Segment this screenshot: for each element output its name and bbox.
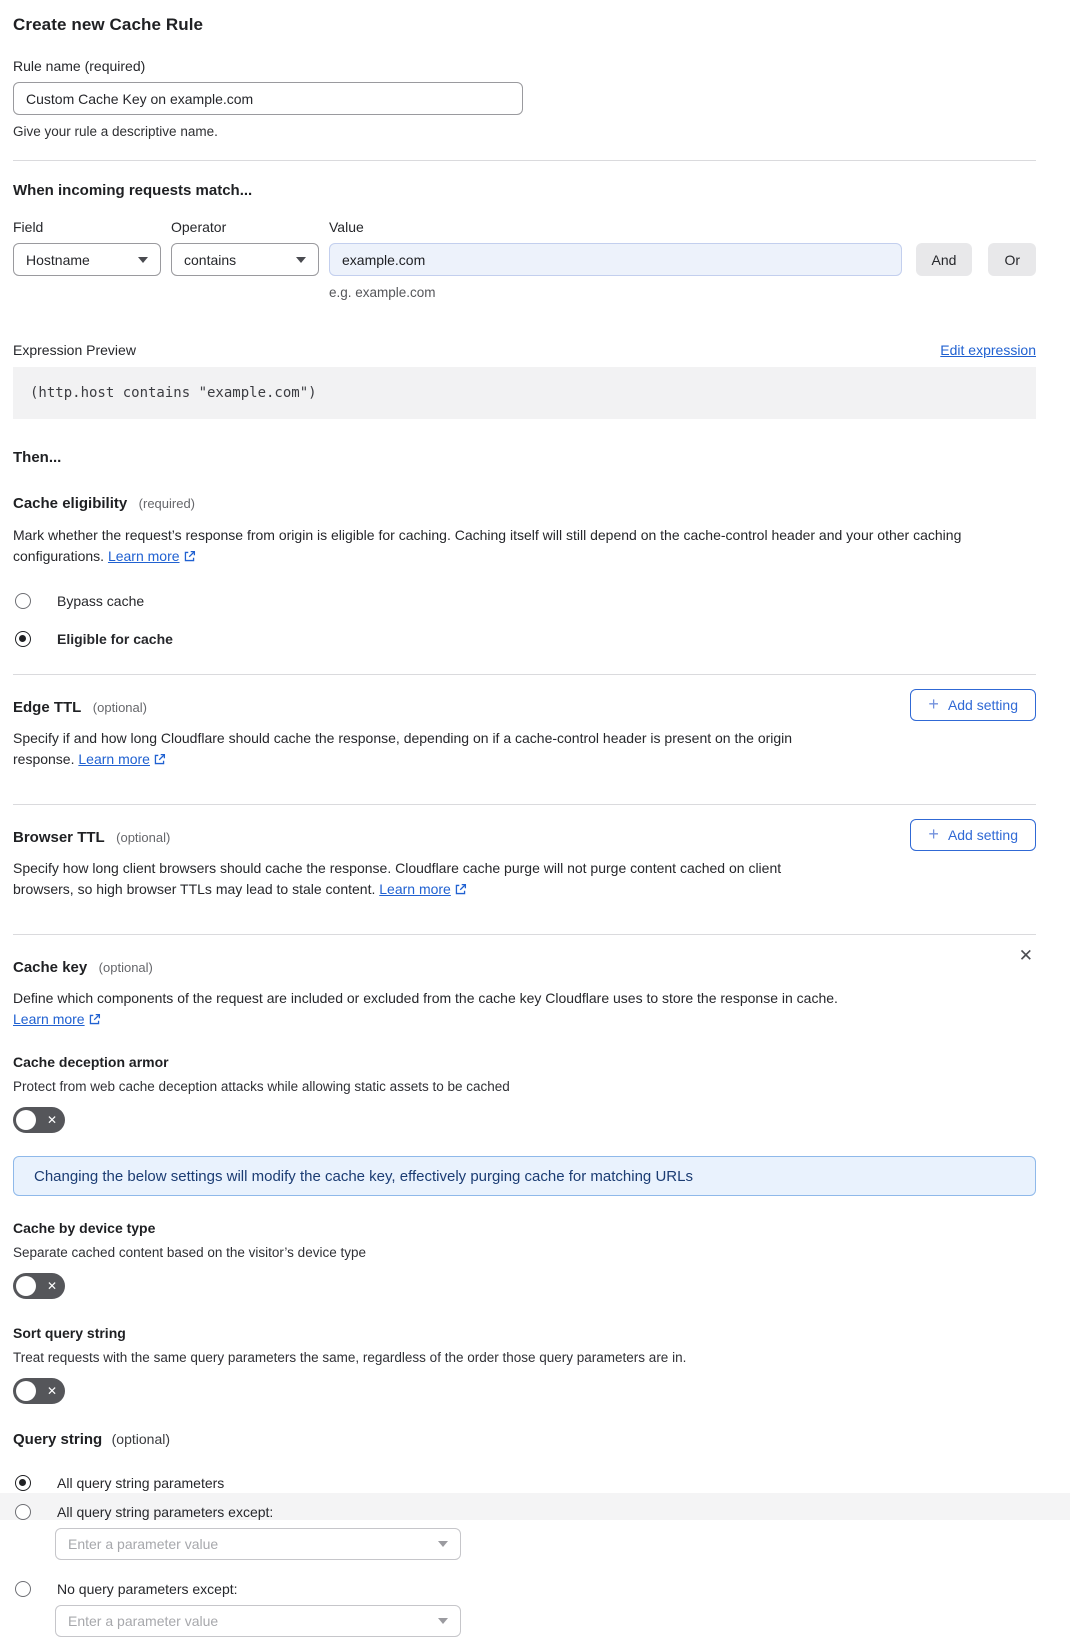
rule-name-help: Give your rule a descriptive name. (13, 124, 218, 139)
cache-deception-armor-title: Cache deception armor (13, 1054, 169, 1070)
toggle-knob (16, 1276, 36, 1296)
cache-deception-armor-toggle[interactable] (13, 1107, 65, 1133)
and-button[interactable]: And (916, 243, 973, 276)
eligible-for-cache-option[interactable] (13, 631, 1036, 647)
cache-key-learn-more-link[interactable]: Learn more (13, 1011, 101, 1027)
value-label: Value (329, 219, 364, 235)
no-query-params-except-option[interactable] (13, 1581, 1036, 1597)
sort-query-string-description: Treat requests with the same query parameters the same, regardless of the order those query parameters are in. (13, 1350, 687, 1365)
then-heading: Then... (13, 449, 62, 466)
edge-ttl-section (13, 675, 1036, 804)
edge-ttl-learn-more-link[interactable]: Learn more (78, 751, 166, 767)
field-select[interactable] (13, 243, 161, 276)
rule-name-input[interactable] (13, 82, 523, 115)
edge-ttl-optional: (optional) (92, 700, 147, 715)
field-label: Field (13, 219, 44, 235)
no-query-params-except-radio[interactable] (15, 1581, 31, 1597)
page-title: Create new Cache Rule (13, 15, 204, 34)
cache-key-section (13, 935, 1036, 1637)
toggle-off-x-icon: ✕ (46, 1384, 57, 1398)
edge-ttl-title: Edge TTL (13, 699, 82, 716)
or-button[interactable]: Or (988, 243, 1036, 276)
chevron-down-icon (438, 1618, 448, 1624)
sort-query-string-toggle[interactable] (13, 1378, 65, 1404)
cache-key-optional: (optional) (98, 960, 153, 975)
chevron-down-icon (138, 257, 148, 263)
chevron-down-icon (296, 257, 306, 263)
operator-select-value: contains (184, 251, 237, 268)
operator-select[interactable] (171, 243, 319, 276)
parameter-value-input[interactable] (68, 1536, 428, 1552)
external-link-icon (88, 1013, 101, 1026)
external-link-icon (454, 883, 467, 896)
browser-ttl-title: Browser TTL (13, 829, 105, 846)
close-icon[interactable]: ✕ (1018, 946, 1033, 965)
divider (13, 160, 1036, 161)
external-link-icon (153, 753, 166, 766)
all-query-params-except-combobox[interactable] (55, 1528, 461, 1560)
query-string-title: Query string (13, 1431, 103, 1448)
cache-eligibility-title: Cache eligibility (13, 495, 128, 512)
cache-by-device-type-title: Cache by device type (13, 1220, 156, 1236)
toggle-off-x-icon: ✕ (46, 1113, 57, 1127)
cache-key-warning-banner: Changing the below settings will modify the cache key, effectively purging cache for matching URLs (13, 1156, 1036, 1196)
cache-by-device-type-description: Separate cached content based on the visitor’s device type (13, 1245, 366, 1260)
value-input[interactable] (329, 243, 902, 276)
edge-ttl-add-setting-button[interactable]: + Add setting (910, 689, 1036, 721)
all-query-params-label: All query string parameters (57, 1475, 225, 1491)
cache-eligibility-required: (required) (138, 496, 196, 511)
browser-ttl-optional: (optional) (116, 830, 171, 845)
cache-key-title: Cache key (13, 959, 88, 976)
all-query-params-except-option[interactable] (13, 1504, 1036, 1520)
expression-code: (http.host contains "example.com") (13, 367, 1036, 419)
expression-preview-label: Expression Preview (13, 342, 136, 358)
bypass-cache-radio[interactable] (15, 593, 31, 609)
all-query-params-option[interactable] (13, 1475, 1036, 1491)
no-query-params-except-combobox[interactable] (55, 1605, 461, 1637)
rule-name-label: Rule name (required) (13, 58, 146, 74)
cache-eligibility-description: Mark whether the request’s response from origin is eligible for caching. Caching itself will still depend on the cache-control header and your other caching configurations. (13, 527, 962, 564)
eligible-for-cache-radio[interactable] (15, 631, 31, 647)
edge-ttl-description: Specify if and how long Cloudflare should cache the response, depending on if a cache-control header is present on the origin response. (13, 730, 793, 767)
cache-deception-armor-description: Protect from web cache deception attacks while allowing static assets to be cached (13, 1079, 510, 1094)
toggle-knob (16, 1110, 36, 1130)
plus-icon: + (928, 694, 939, 714)
edit-expression-link[interactable]: Edit expression (940, 342, 1036, 358)
plus-icon: + (928, 824, 939, 844)
value-help: e.g. example.com (329, 285, 436, 300)
bypass-cache-label: Bypass cache (57, 593, 145, 609)
cache-eligibility-learn-more-link[interactable]: Learn more (108, 548, 196, 564)
all-query-params-except-label: All query string parameters except: (57, 1504, 274, 1520)
all-query-params-radio[interactable] (15, 1475, 31, 1491)
sort-query-string-title: Sort query string (13, 1325, 126, 1341)
toggle-knob (16, 1381, 36, 1401)
chevron-down-icon (438, 1541, 448, 1547)
no-query-params-except-label: No query parameters except: (57, 1581, 238, 1597)
browser-ttl-section (13, 805, 1036, 934)
match-row (13, 219, 1036, 300)
parameter-value-input[interactable] (68, 1613, 428, 1629)
cache-key-description: Define which components of the request are included or excluded from the cache key Cloudflare uses to store the response in cache. (13, 990, 838, 1006)
cache-by-device-type-toggle[interactable] (13, 1273, 65, 1299)
bypass-cache-option[interactable] (13, 593, 1036, 609)
all-query-params-except-radio[interactable] (15, 1504, 31, 1520)
match-heading: When incoming requests match... (13, 182, 253, 199)
external-link-icon (183, 550, 196, 563)
browser-ttl-learn-more-link[interactable]: Learn more (379, 881, 467, 897)
field-select-value: Hostname (26, 251, 90, 268)
browser-ttl-add-setting-button[interactable]: + Add setting (910, 819, 1036, 851)
operator-label: Operator (171, 219, 227, 235)
browser-ttl-description: Specify how long client browsers should cache the response. Cloudflare cache purge will not purge content cached on client browsers, so high browser TTLs may lead to stale content. (13, 860, 782, 897)
eligible-for-cache-label: Eligible for cache (57, 631, 173, 647)
toggle-off-x-icon: ✕ (46, 1279, 57, 1293)
query-string-optional: (optional) (111, 1431, 171, 1447)
